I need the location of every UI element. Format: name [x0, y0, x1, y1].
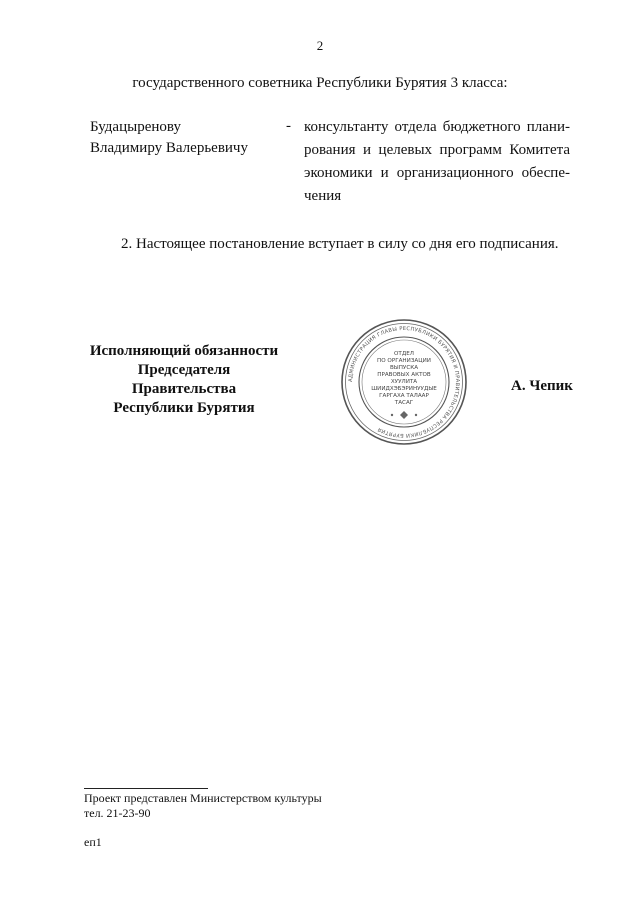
position-line: консультанту отдела бюджетного плани- [304, 119, 570, 135]
appointee-position [304, 116, 570, 208]
signer-title [84, 342, 284, 418]
signer-title-line: Республики Бурятия [113, 400, 255, 416]
seal-text-line: ШИИДХЭБЭРИНУУДЫЕ [371, 386, 437, 392]
position-line: чения [304, 188, 342, 204]
seal-text-line: ОТДЕЛ [394, 351, 414, 357]
seal-graphic [340, 318, 468, 446]
appointee-name-line2: Владимиру Валерьевичу [90, 140, 248, 156]
intro-text: государственного советника Республики Бурятия 3 класса: [132, 75, 508, 91]
signer-name: А. Чепик [511, 378, 573, 394]
seal-text-line: ХУУЛИТА [390, 379, 418, 385]
appointee-name-line1: Будацыренову [90, 119, 181, 135]
appointee-dash: - [286, 118, 291, 134]
footnote-phone: тел. 21-23-90 [84, 806, 151, 820]
seal-text-line: ПРАВОВЫХ АКТОВ [377, 372, 431, 378]
signer-title-line: Исполняющий обязанности [89, 343, 279, 359]
position-line: экономики и организационного обеспе- [304, 165, 570, 181]
seal-text-line: ГАРГАХА ТАЛААР [379, 393, 429, 399]
official-seal [340, 318, 468, 446]
page-number: 2 [316, 38, 324, 53]
document-code: еп1 [84, 835, 102, 849]
seal-dot-icon [415, 414, 417, 416]
seal-ring-text: АДМИНИСТРАЦИЯ ГЛАВЫ РЕСПУБЛИКИ БУРЯТИЯ И ПРАВИТЕЛЬСТВА РЕСПУБЛИКИ БУРЯТИЯ [347, 325, 461, 439]
footnote-divider [84, 788, 208, 789]
seal-text-line: ВЫПУСКА [389, 365, 419, 371]
footnote-author: Проект представлен Министерством культуры [84, 791, 322, 805]
item-2-text: 2. Настоящее постановление вступает в силу со дня его подписания. [121, 236, 559, 252]
position-line: рования и целевых программ Комитета [304, 142, 570, 158]
signer-title-line: Председателя Правительства [131, 362, 237, 397]
seal-emblem-icon [400, 411, 408, 419]
seal-text-line: ПО ОРГАНИЗАЦИИ [377, 358, 431, 364]
seal-text-line: ТАСАГ [394, 400, 414, 406]
seal-dot-icon [391, 414, 393, 416]
